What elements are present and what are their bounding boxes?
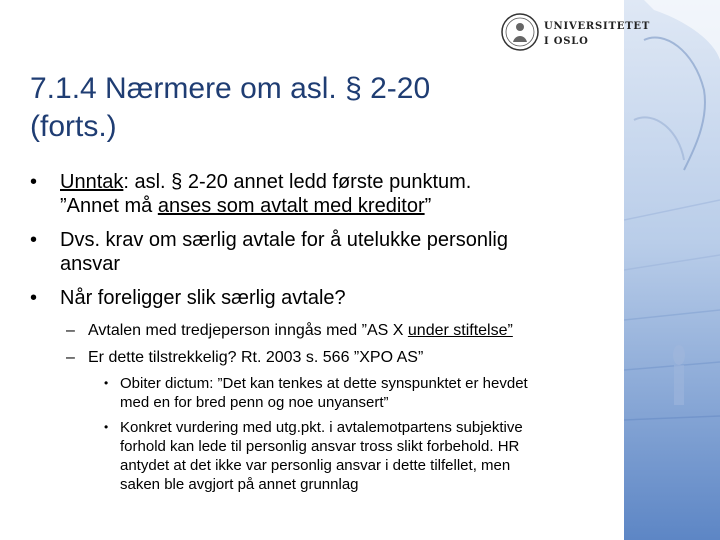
bullet-icon: •: [30, 229, 38, 251]
sub-sub-bullet-line: Konkret vurdering med utg.pkt. i avtalemotpartens subjektive: [120, 419, 523, 436]
title-line2: (forts.): [30, 110, 117, 143]
title-line1: 7.1.4 Nærmere om asl. § 2-20: [30, 72, 431, 105]
university-logo: [500, 12, 651, 52]
bullet-icon: •: [30, 287, 38, 309]
bullet-list: [30, 170, 630, 500]
sub-sub-bullet-line: antydet at det ikke var personlig ansvar i dette tilfellet, men: [120, 457, 511, 474]
bullet-text: : asl. § 2-20 annet ledd første punktum.: [123, 171, 472, 193]
logo-text-line1: UNIVERSITETET: [544, 21, 651, 32]
bullet-icon: •: [30, 171, 38, 193]
sub-sub-bullet-line: forhold kan lede til personlig ansvar tross slikt forbehold. HR: [120, 438, 520, 455]
sculpture-decoration-image: [624, 0, 720, 540]
sub-sub-bullet-item: [30, 374, 620, 412]
slide-title: [30, 70, 590, 146]
sub-bullet-item: [30, 320, 630, 341]
side-decoration-band: [624, 0, 720, 540]
bullet-text-line2: ansvar: [60, 253, 121, 275]
sub-sub-bullet-line: Obiter dictum: ”Det kan tenkes at dette synspunktet er hevdet: [120, 375, 528, 392]
bullet-icon: •: [104, 420, 109, 434]
bullet-text-line1: Dvs. krav om særlig avtale for å utelukke personlig: [60, 229, 508, 251]
sub-bullet-underlined: under stiftelse”: [407, 322, 513, 339]
university-seal-icon: [500, 12, 540, 52]
bullet-item-unntak: [30, 170, 630, 218]
sub-bullet-item: [30, 347, 630, 368]
bullet-icon: •: [104, 376, 109, 390]
logo-text-line2: I OSLO: [544, 36, 589, 47]
sub-bullet-text: Er dette tilstrekkelig? Rt. 2003 s. 566 ”XPO AS”: [88, 349, 424, 366]
dash-icon: –: [66, 349, 75, 366]
bullet-text-suffix: ”: [424, 195, 432, 217]
bullet-item-nar: [30, 286, 630, 310]
bullet-underlined-phrase: anses som avtalt med kreditor: [157, 195, 425, 217]
bullet-underlined-lead: Unntak: [60, 171, 124, 193]
dash-icon: –: [66, 322, 75, 339]
sub-bullet-text: Avtalen med tredjeperson inngås med ”AS X: [88, 322, 408, 339]
bullet-text-line1: Når foreligger slik særlig avtale?: [60, 287, 346, 309]
bullet-text-prefix: ”Annet må: [60, 195, 158, 217]
bullet-item-dvs: [30, 228, 630, 276]
sub-sub-bullet-item: [30, 418, 620, 494]
sub-sub-bullet-line: med en for bred penn og noe unyansert”: [120, 394, 389, 411]
sub-sub-bullet-line: saken ble avgjort på annet grunnlag: [120, 476, 359, 493]
